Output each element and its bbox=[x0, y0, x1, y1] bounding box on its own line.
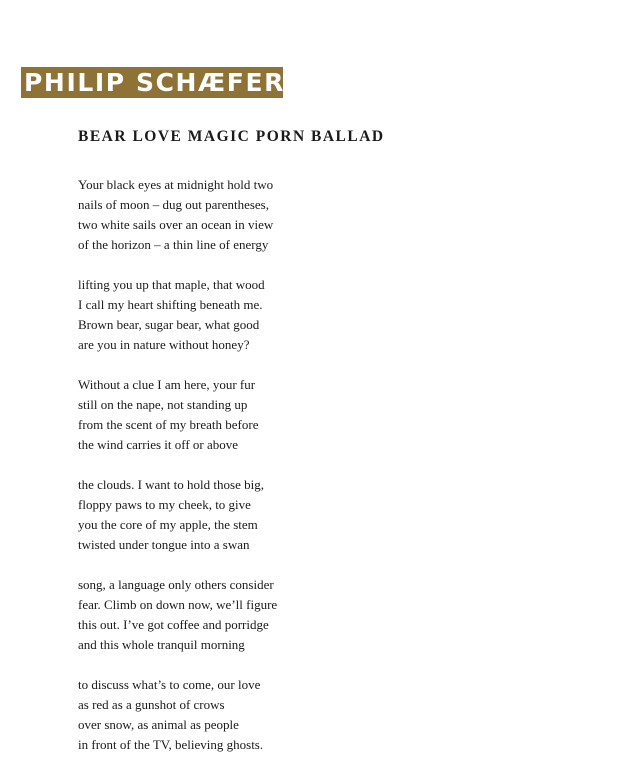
poem-title: BEAR LOVE MAGIC PORN BALLAD bbox=[78, 128, 385, 145]
poem-line: and this whole tranquil morning bbox=[78, 637, 245, 652]
poem-line: this out. I’ve got coffee and porridge bbox=[78, 617, 269, 632]
stanza-6 bbox=[78, 675, 538, 755]
author-banner bbox=[21, 67, 286, 98]
stanza-2 bbox=[78, 275, 538, 355]
poem-line: over snow, as animal as people bbox=[78, 717, 239, 732]
poem-line: as red as a gunshot of crows bbox=[78, 697, 225, 712]
poem-line: two white sails over an ocean in view bbox=[78, 217, 274, 232]
stanza-1 bbox=[78, 175, 538, 255]
poem-line: are you in nature without honey? bbox=[78, 337, 250, 352]
poem-line: the clouds. I want to hold those big, bbox=[78, 477, 264, 492]
stanza-3 bbox=[78, 375, 538, 455]
poem-line: Your black eyes at midnight hold two bbox=[78, 177, 274, 192]
poem-line: to discuss what’s to come, our love bbox=[78, 677, 261, 692]
poem-line: in front of the TV, believing ghosts. bbox=[78, 737, 264, 752]
poem-line: fear. Climb on down now, we’ll figure bbox=[78, 597, 278, 612]
poem-line: you the core of my apple, the stem bbox=[78, 517, 258, 532]
poem-line: Without a clue I am here, your fur bbox=[78, 377, 256, 392]
poem-line: nails of moon – dug out parentheses, bbox=[78, 197, 269, 212]
poem-line: I call my heart shifting beneath me. bbox=[78, 297, 263, 312]
poem-line: lifting you up that maple, that wood bbox=[78, 277, 265, 292]
poem-line: song, a language only others consider bbox=[78, 577, 274, 592]
poem-line: from the scent of my breath before bbox=[78, 417, 259, 432]
poem-line: of the horizon – a thin line of energy bbox=[78, 237, 269, 252]
stanza-5 bbox=[78, 575, 538, 655]
author-name: PHILIP SCHÆFER bbox=[24, 68, 286, 97]
poem-line: twisted under tongue into a swan bbox=[78, 537, 250, 552]
poem-line: Brown bear, sugar bear, what good bbox=[78, 317, 260, 332]
poem-body bbox=[78, 175, 538, 762]
poem-line: floppy paws to my cheek, to give bbox=[78, 497, 251, 512]
poem-line: still on the nape, not standing up bbox=[78, 397, 248, 412]
stanza-4 bbox=[78, 475, 538, 555]
poem-line: the wind carries it off or above bbox=[78, 437, 239, 452]
